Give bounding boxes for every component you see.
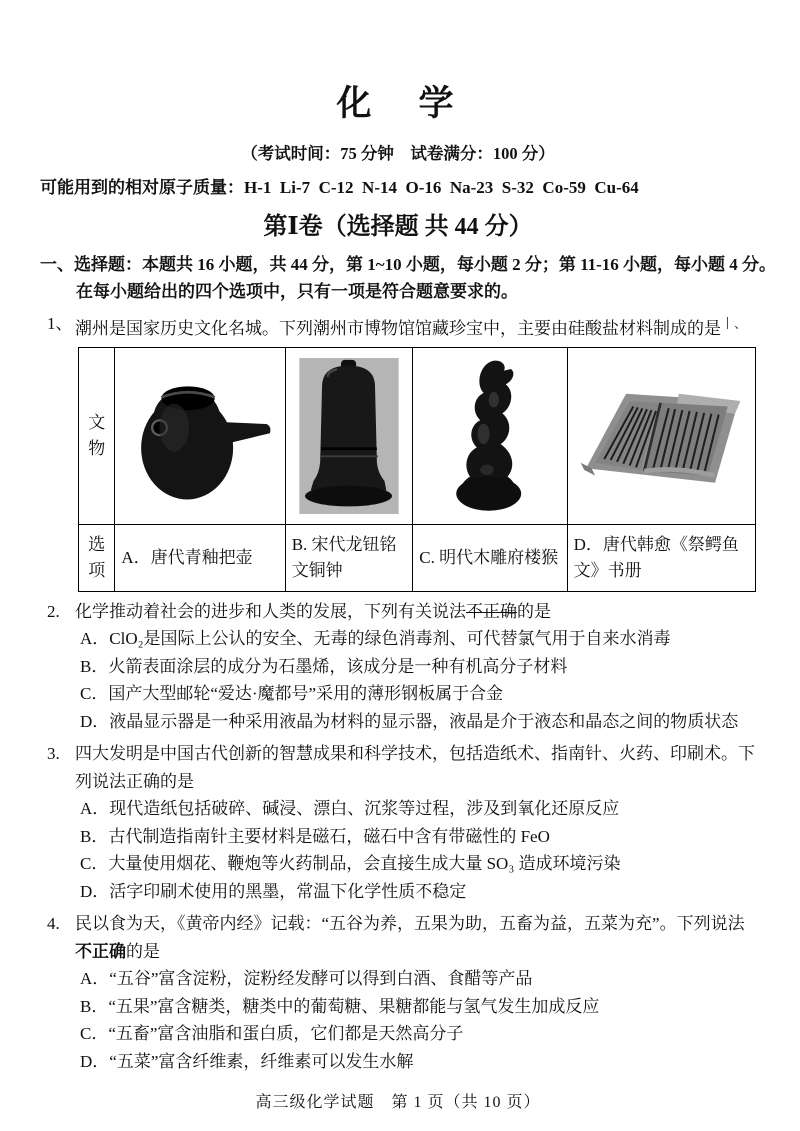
question-2-number: 2. — [47, 601, 60, 621]
question-1-text: 潮州是国家历史文化名城。下列潮州市博物馆馆藏珍宝中，主要由硅酸盐材料制成的是 — [75, 319, 721, 338]
q3-option-a: A．现代造纸包括破碎、碱浸、漂白、沉浆等过程，涉及到氧化还原反应 — [80, 799, 620, 818]
q4-option-a: A．“五谷”富含淀粉，淀粉经发酵可以得到白酒、食醋等产品 — [80, 969, 533, 988]
question-1 — [40, 310, 756, 592]
artifact-cell-b — [285, 347, 413, 524]
q2-option-a: A．ClO₂是国际上公认的安全、无毒的绿色消毒剂、可代替氯气用于自来水消毒 — [80, 629, 671, 648]
question-1-scan-mark: 丨、 — [721, 316, 748, 331]
question-2 — [40, 598, 756, 736]
exam-info-line: （考试时间：75 分钟 试卷满分：100 分） — [241, 144, 555, 163]
q2-option-d: D．液晶显示器是一种采用液晶为材料的显示器，液晶是介于液态和晶态之间的物质状态 — [80, 711, 739, 731]
question-4 — [40, 910, 756, 1075]
option-row-header: 选项 — [79, 524, 115, 591]
q4-option-c: C．“五畜”富含油脂和蛋白质，它们都是天然高分子 — [80, 1024, 464, 1043]
wood-statue-artifact-image — [444, 357, 536, 515]
question-4-stem — [40, 910, 756, 965]
open-book-artifact-image — [577, 376, 745, 496]
page-footer: 高三级化学试题 第 1 页（共 10 页） — [255, 1094, 541, 1111]
teapot-artifact-image — [125, 367, 275, 505]
question-3-text: 四大发明是中国古代创新的智慧成果和科学技术，包括造纸术、指南针、火药、印刷术。下列说法正确的是 — [75, 744, 755, 791]
q3-option-b: B．古代制造指南针主要材料是磁石，磁石中含有带磁性的 FeO — [80, 826, 550, 846]
question-4-emphasis: 不正确 — [75, 941, 126, 961]
question-2-text-end: 的是 — [517, 601, 551, 621]
q3-option-d: D．活字印刷术使用的黑墨，常温下化学性质不稳定 — [80, 881, 467, 901]
question-4-number: 4. — [47, 914, 60, 933]
instruction-line-2: 在每小题给出的四个选项中，只有一项是符合题意要求的。 — [76, 282, 518, 301]
question-4-text-end: 的是 — [126, 941, 160, 961]
artifact-table — [78, 347, 756, 592]
question-3 — [40, 740, 756, 905]
question-1-number: 1、 — [47, 314, 73, 333]
q1-option-c: C. 明代木雕府楼猴 — [413, 524, 567, 591]
section-instructions — [40, 251, 777, 305]
q1-option-a: A．唐代青釉把壶 — [115, 524, 285, 591]
atomic-mass-label: 可能用到的相对原子质量： — [40, 178, 244, 197]
artifact-image-row — [79, 347, 756, 524]
question-2-emphasis: 不正确 — [466, 601, 517, 621]
q1-option-b: B. 宋代龙钮铭文铜钟 — [285, 524, 413, 591]
bronze-bell-artifact-image — [299, 358, 399, 514]
section-title: 第Ⅰ卷（选择题 共 44 分） — [263, 214, 533, 240]
artifact-row-header: 文物 — [79, 347, 115, 524]
question-4-text: 民以食为天，《黄帝内经》记载：“五谷为养，五果为助，五畜为益，五菜为充”。下列说法 — [75, 914, 745, 933]
q3-option-c: C．大量使用烟花、鞭炮等火药制品，会直接生成大量 SO₃ 造成环境污染 — [80, 854, 621, 873]
question-3-stem — [40, 740, 756, 795]
page-title: 化 学 — [336, 84, 460, 123]
q2-option-c: C．国产大型邮轮“爱达·魔都号”采用的薄形钢板属于合金 — [80, 684, 504, 703]
atomic-mass-values: H-1 Li-7 C-12 N-14 O-16 Na-23 S-32 Co-59 Cu-64 — [244, 178, 639, 197]
artifact-cell-a — [115, 347, 285, 524]
question-1-stem — [40, 310, 756, 343]
q4-option-d: D．“五菜”富含纤维素，纤维素可以发生水解 — [80, 1051, 414, 1071]
question-3-number: 3. — [47, 744, 60, 763]
artifact-option-row — [79, 524, 756, 591]
q2-option-b: B．火箭表面涂层的成分为石墨烯，该成分是一种有机高分子材料 — [80, 656, 568, 676]
q4-option-b: B．“五果”富含糖类，糖类中的葡萄糖、果糖都能与氢气发生加成反应 — [80, 996, 600, 1016]
question-2-stem — [40, 598, 756, 626]
instruction-line-1: 一、选择题：本题共 16 小题，共 44 分，第 1~10 小题，每小题 2 分；第 11-16 小题，每小题 4 分。 — [40, 255, 777, 274]
artifact-cell-d — [567, 347, 755, 524]
q1-option-d: D．唐代韩愈《祭鳄鱼文》书册 — [567, 524, 755, 591]
question-2-text: 化学推动着社会的进步和人类的发展，下列有关说法 — [75, 601, 466, 621]
artifact-cell-c — [413, 347, 567, 524]
atomic-mass-line — [40, 173, 756, 198]
